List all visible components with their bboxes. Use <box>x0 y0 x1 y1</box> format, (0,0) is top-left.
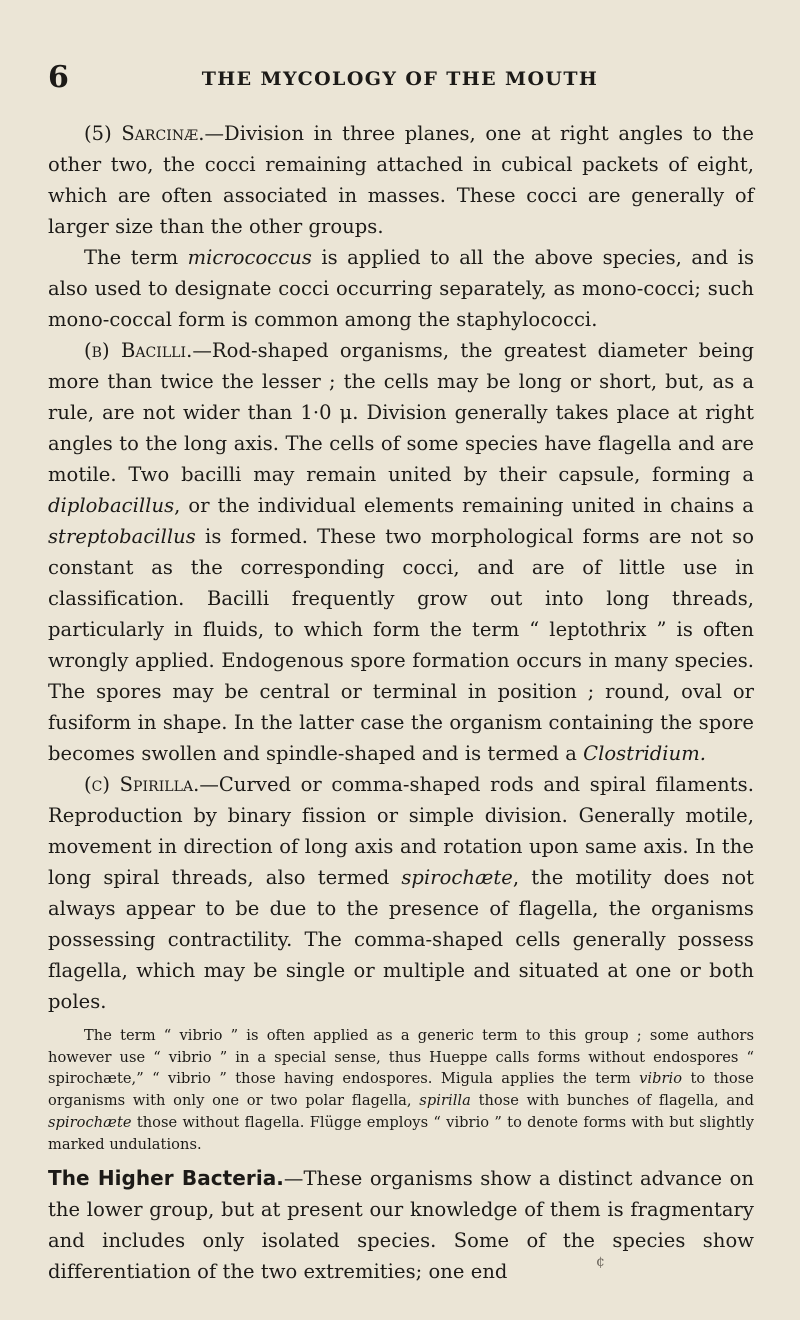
paragraph-bacilli <box>48 335 754 769</box>
note-text-3: those with bunches of flagella, and <box>470 1092 754 1110</box>
running-title: THE MYCOLOGY OF THE MOUTH <box>201 68 599 90</box>
spirilla-term-spirochaete: spirochæte <box>401 866 513 889</box>
micrococcus-term: micrococcus <box>187 246 312 269</box>
stray-print-mark: ¢ <box>596 1254 605 1270</box>
paragraph-micrococcus <box>48 242 754 335</box>
note-text-1: The term “ vibrio ” is often applied as a generic term to this group ; some authors however use “ vibrio ” in a special sense, thus Hueppe calls forms without endospores “ spirochæte,” “ vibrio ” those having endospores. Migula applies the term <box>48 1027 754 1088</box>
sarcinae-lead: (5) Sarcinæ. <box>84 122 205 145</box>
micrococcus-text-2: is applied to all the above species, and is also used to designate cocci occurring separately, as mono-cocci; such mono-coccal form is common among the staphylococci. <box>48 246 755 331</box>
body-text <box>48 118 754 1287</box>
bacilli-text-2: , or the individual elements remaining united in chains a <box>174 494 754 517</box>
higher-bacteria-text: —These organisms show a distinct advance on the lower group, but at present our knowledge of them is fragmentary and includes only isolated species. Some of the species show differentiation of the two extremities; one end <box>48 1167 754 1284</box>
page-header <box>48 62 752 94</box>
paragraph-sarcinae <box>48 118 754 242</box>
bacilli-lead: (b) Bacilli. <box>84 339 193 362</box>
spirilla-text-2: , the motility does not always appear to be due to the presence of flagella, the organisms possessing contractility. The comma-shaped cells generally possess flagella, which may be single or multiple and situated at one or both poles. <box>48 866 754 1013</box>
paragraph-spirilla <box>48 769 754 1017</box>
page-number: 6 <box>48 60 69 95</box>
bacilli-term-diplobacillus: diplobacillus <box>48 494 175 517</box>
spirilla-lead: (c) Spirilla. <box>84 773 200 796</box>
bacilli-text-3: is formed. These two morphological forms are not so constant as the corresponding cocci, and are of little use in classification. Bacilli frequently grow out into long threads, particularly in fluids, to which form the term “ leptothrix ” is often wrongly applied. Endogenous spore formation occurs in many species. The spores may be central or terminal in position ; round, oval or fusiform in shape. In the latter case the organism containing the spore becomes swollen and spindle-shaped and is termed a <box>48 525 754 765</box>
sarcinae-text: —Division in three planes, one at right angles to the other two, the cocci remaining attached in cubical packets of eight, which are often associated in masses. These cocci are generally of larger size than the other groups. <box>48 122 754 238</box>
note-text-4: those without flagella. Flügge employs “ vibrio ” to denote forms with but slightly marked undulations. <box>48 1113 754 1153</box>
higher-bacteria-heading: The Higher Bacteria. <box>48 1166 284 1191</box>
paragraph-higher-bacteria <box>48 1163 754 1287</box>
note-term-spirochaete: spirochæte <box>48 1113 132 1131</box>
spirilla-text-1: —Curved or comma-shaped rods and spiral filaments. Reproduction by binary fission or simple division. Generally motile, movement in direction of long axis and rotation upon same axis. In the long spiral threads, also termed <box>48 773 754 889</box>
micrococcus-text-1: The term <box>84 246 188 269</box>
bacilli-term-clostridium: Clostridium. <box>583 742 706 765</box>
note-text-2: to those organisms with only one or two polar flagella, <box>48 1070 754 1110</box>
note-term-vibrio: vibrio <box>639 1070 683 1088</box>
bacilli-term-streptobacillus: streptobacillus <box>48 525 196 548</box>
bacilli-text-1: —Rod-shaped organisms, the greatest diameter being more than twice the lesser ; the cells may be long or short, but, as a rule, are not wider than 1·0 μ. Division generally takes place at right angles to the long axis. The cells of some species have flagella and are motile. Two bacilli may remain united by their capsule, forming a <box>48 339 754 486</box>
note-vibrio <box>48 1025 754 1155</box>
note-term-spirilla: spirilla <box>419 1092 471 1110</box>
